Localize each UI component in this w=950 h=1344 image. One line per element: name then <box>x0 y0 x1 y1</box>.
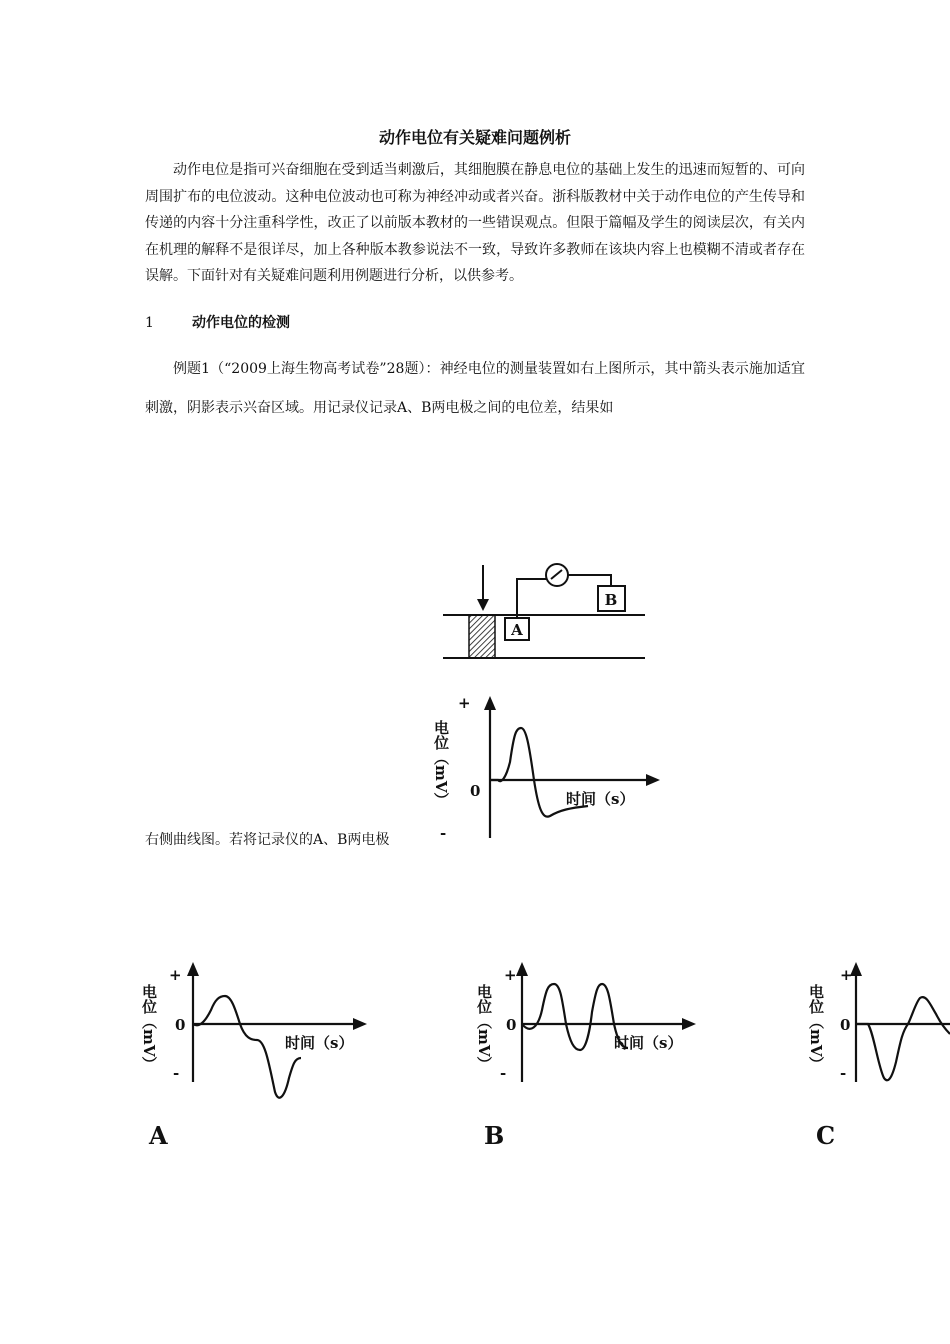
example-question: 例题1（“2009上海生物高考试卷”28题）：神经电位的测量装置如右上图所示，其中箭头表示施加适宜刺激，阴影表示兴奋区域。用记录仪记录A、B两电极之间的电位差，结果如 <box>145 361 805 416</box>
stimulus-arrowhead <box>477 599 489 611</box>
svg-text:-: - <box>840 1064 847 1082</box>
svg-text:0: 0 <box>506 1016 517 1034</box>
electrode-b-label: B <box>604 591 618 609</box>
minus-label: - <box>440 824 447 842</box>
option-b-label: B <box>484 1121 505 1150</box>
result-graph <box>432 692 668 844</box>
page-title: 动作电位有关疑难问题例析 <box>378 128 571 147</box>
y-axis-arrowhead <box>484 696 496 710</box>
option-graph-c <box>806 958 950 1158</box>
svg-text:0: 0 <box>175 1016 186 1034</box>
section-heading <box>145 312 290 332</box>
svg-text:-: - <box>173 1064 180 1082</box>
intro-paragraph: 动作电位是指可兴奋细胞在受到适当刺激后，其细胞膜在静息电位的基础上发生的迅速而短暂的、可向周围扩布的电位波动。这种电位波动也可称为神经冲动或者兴奋。浙科版教材中关于动作电位的产生传导和传递的内容十分注重科学性，改正了以前版本教材的一些错误观点。但限于篇幅及学生的阅读层次，有关内在机理的解释不是很详尽，加上各种版本教参说法不一致，导致许多教师在该块内容上也模糊不清或者存在误解。下面针对有关疑难问题利用例题进行分析，以供参考。 <box>145 162 805 284</box>
continuation-text: 右侧曲线图。若将记录仪的A、B两电极 <box>145 832 390 848</box>
svg-text:+: + <box>504 966 517 984</box>
svg-text:电位（mV）: 电位（mV） <box>807 984 825 1072</box>
svg-text:-: - <box>500 1064 507 1082</box>
wire-b <box>567 575 611 586</box>
svg-text:+: + <box>169 966 182 984</box>
x-axis-arrowhead <box>646 774 660 786</box>
plus-label: + <box>458 694 471 712</box>
option-graph-b <box>475 958 727 1158</box>
svg-text:电位（mV）: 电位（mV） <box>475 984 493 1072</box>
option-a-label: A <box>149 1121 168 1150</box>
option-graph-a <box>140 958 390 1158</box>
section-number: 1 <box>145 315 154 331</box>
svg-text:时间（s）: 时间（s） <box>285 1034 354 1052</box>
option-c-label: C <box>816 1121 836 1150</box>
svg-text:时间（s）: 时间（s） <box>614 1034 683 1052</box>
y-axis-label: 电位（mV） <box>432 720 450 808</box>
excited-region <box>469 615 495 658</box>
zero-label: 0 <box>470 782 481 800</box>
section-title: 动作电位的检测 <box>192 315 290 331</box>
svg-text:0: 0 <box>840 1016 851 1034</box>
x-axis-label: 时间（s） <box>566 790 635 808</box>
wire-a <box>517 579 547 618</box>
svg-text:电位（mV）: 电位（mV） <box>140 984 158 1072</box>
svg-text:+: + <box>840 966 853 984</box>
electrode-a-label: A <box>511 621 523 639</box>
apparatus-figure <box>435 555 655 667</box>
